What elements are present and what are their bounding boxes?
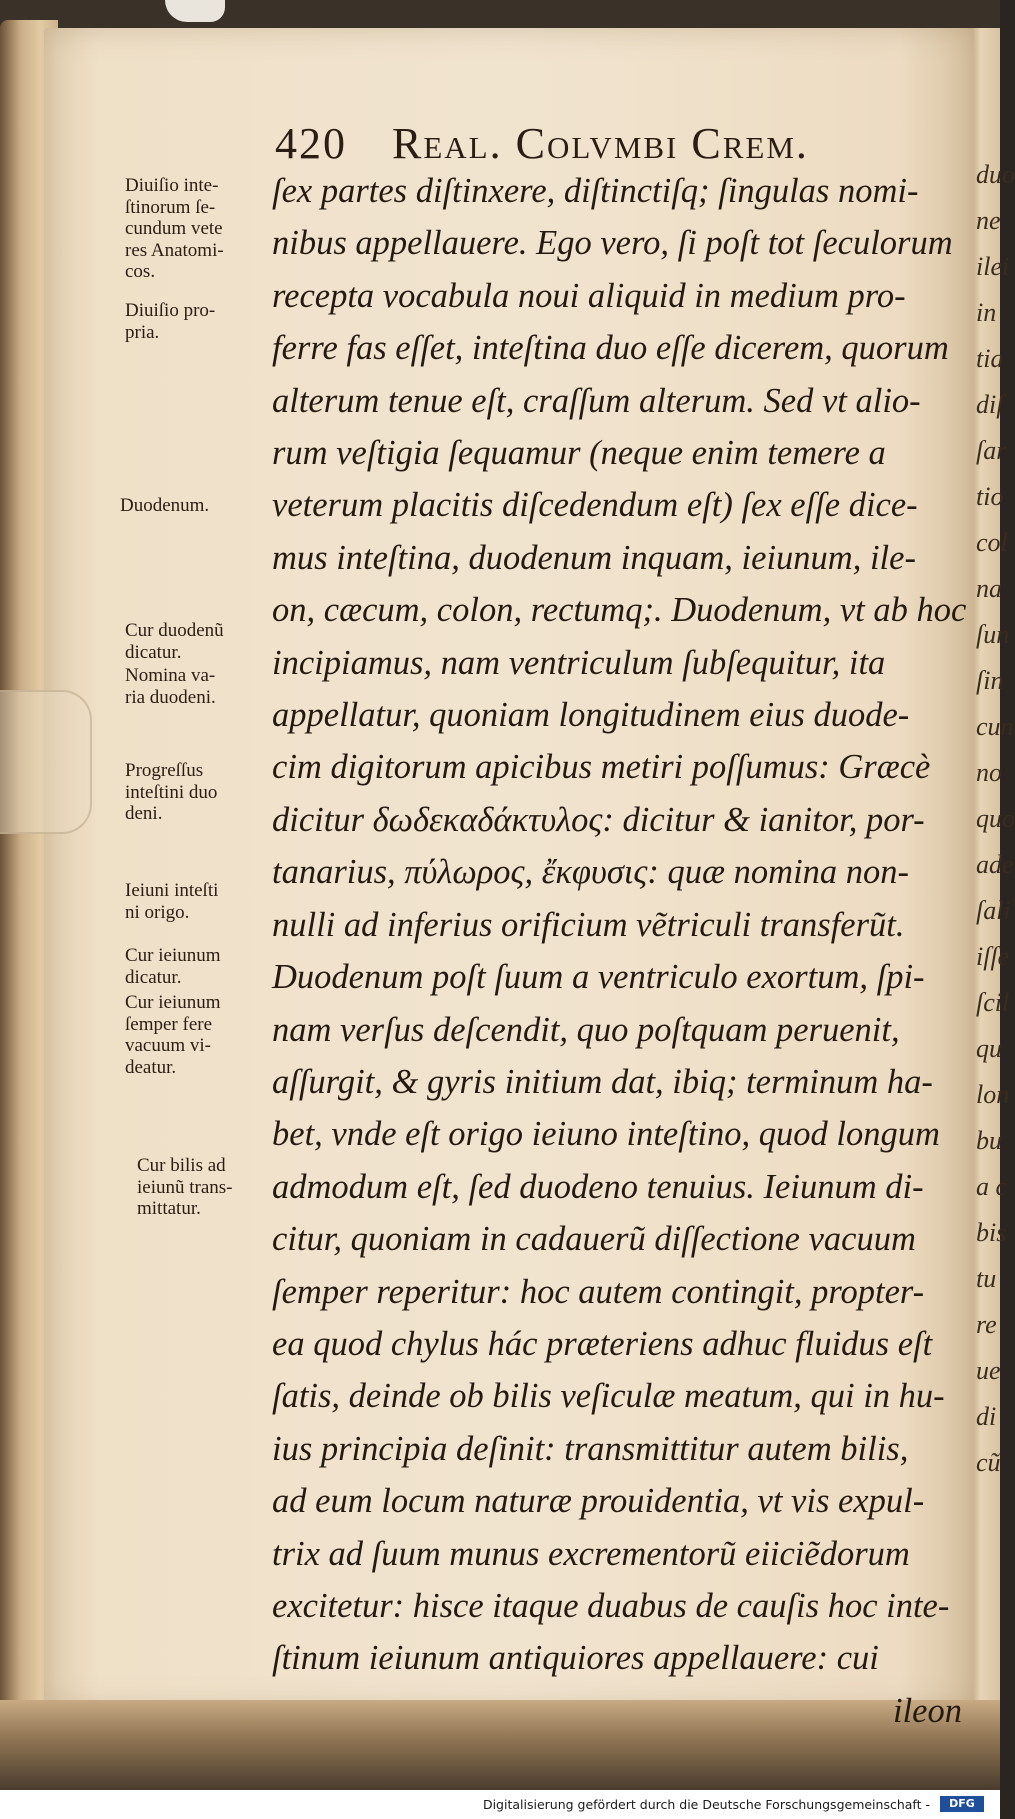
text-line: ad eum locum naturæ prouidentia, vt vis expul- bbox=[272, 1482, 925, 1521]
text-line: bet, vnde eſt origo ieiuno inteſtino, quod longum bbox=[272, 1115, 940, 1154]
text-line: rum veſtigia ſequamur (neque enim temere a bbox=[272, 434, 886, 473]
fragment-text: diſ bbox=[976, 390, 1004, 419]
fragment-text: tia bbox=[976, 344, 1004, 373]
text-line: ſex partes diſtinxere, diſtinctiſq; ſingulas nomi- bbox=[272, 172, 919, 210]
fragment-text: qu bbox=[976, 1034, 1002, 1063]
main-text-block bbox=[272, 165, 967, 1737]
fragment-text: cũ bbox=[976, 1448, 1001, 1477]
margin-note: Nomina va- ria duodeni. bbox=[125, 665, 216, 708]
text-line: aſſurgit, & gyris initium dat, ibiq; terminum ha- bbox=[272, 1062, 933, 1101]
text-line: nam verſus deſcendit, quo poſtquam peruenit, bbox=[272, 1010, 900, 1049]
fragment-text: re bbox=[976, 1310, 997, 1339]
text-line: ſatis, deinde ob bilis veſiculæ meatum, qui in hu- bbox=[272, 1377, 945, 1416]
fragment-text: di bbox=[976, 1402, 997, 1431]
margin-note: Progreſſus inteſtini duo deni. bbox=[125, 760, 218, 824]
text-line: nulli ad inferius orificium vẽtriculi transferũt. bbox=[272, 905, 905, 944]
running-head bbox=[275, 118, 809, 169]
text-line: incipiamus, nam ventriculum ſubſequitur, ita bbox=[272, 643, 886, 682]
fragment-text: ſali bbox=[976, 896, 1011, 925]
text-line: ſtinum ieiunum antiquiores appellauere: cui bbox=[272, 1639, 879, 1678]
fragment-text: na bbox=[976, 574, 1002, 603]
text-line: citur, quoniam in cadauerũ diſſectione vacuum bbox=[272, 1220, 916, 1259]
fragment-text: ne bbox=[976, 206, 1001, 235]
margin-note: Cur ieiunum ſemper fere vacuum vi- deatur. bbox=[125, 992, 221, 1078]
text-line: mus inteſtina, duodenum inquam, ieiunum, ile- bbox=[272, 538, 916, 577]
margin-note: Diuiſio inte- ſtinorum ſe- cundum vete res Anatomi- cos. bbox=[125, 175, 224, 282]
fragment-text: col bbox=[976, 528, 1008, 557]
text-line: trix ad ſuum munus excrementorũ eiiciẽdorum bbox=[272, 1534, 910, 1573]
text-line: ſemper reperitur: hoc autem contingit, propter- bbox=[272, 1272, 925, 1311]
margin-note: Cur ieiunum dicatur. bbox=[125, 945, 221, 988]
text-line: alterum tenue eſt, craſſum alterum. Sed vt alio- bbox=[272, 381, 921, 420]
fragment-text: ade bbox=[976, 850, 1014, 879]
text-line: ius principia deſinit: transmittitur autem bilis, bbox=[272, 1429, 909, 1468]
text-line: veterum placitis diſcedendum eſt) ſex eſſe dice- bbox=[272, 486, 918, 525]
text-line: nibus appellauere. Ego vero, ſi poſt tot ſeculorum bbox=[272, 224, 953, 263]
fragment-text: ilei bbox=[976, 252, 1010, 281]
margin-note: Diuiſio pro- pria. bbox=[125, 300, 216, 343]
fragment-text: duo bbox=[976, 160, 1015, 189]
fragment-text: a c bbox=[976, 1172, 1008, 1201]
text-line: ileon bbox=[893, 1691, 962, 1730]
page-number: 420 bbox=[275, 119, 347, 168]
fragment-text: ſcil bbox=[976, 988, 1010, 1017]
fragment-text: ſar bbox=[976, 436, 1007, 465]
text-line: on, cæcum, colon, rectumq;. Duodenum, vt ab hoc bbox=[272, 591, 967, 630]
fragment-text: bis bbox=[976, 1218, 1007, 1247]
fragment-text: in bbox=[976, 298, 997, 327]
text-line: appellatur, quoniam longitudinem eius duode- bbox=[272, 696, 910, 735]
running-title: Real. Colvmbi Crem. bbox=[392, 119, 809, 168]
text-line: tanarius, πύλωρος, ἔκφυσις: quæ nomina non- bbox=[272, 853, 910, 892]
fragment-text: cun bbox=[976, 712, 1014, 741]
fragment-text: bu bbox=[976, 1126, 1002, 1155]
page-tab-mark bbox=[0, 690, 92, 834]
text-line: ferre fas eſſet, inteſtina duo eſſe dicerem, quorum bbox=[272, 329, 949, 368]
text-line: excitetur: hisce itaque duabus de cauſis hoc inte- bbox=[272, 1586, 950, 1625]
dfg-logo: DFG bbox=[940, 1796, 984, 1812]
fragment-text: ue bbox=[976, 1356, 1001, 1385]
fragment-text: tu bbox=[976, 1264, 997, 1293]
text-line: ea quod chylus hác præteriens adhuc fluidus eſt bbox=[272, 1324, 933, 1363]
digitization-credit: Digitalisierung gefördert durch die Deutsche Forschungsgemeinschaft - bbox=[482, 1797, 930, 1812]
text-line: Duodenum poſt ſuum a ventriculo exortum, ſpi- bbox=[272, 958, 925, 997]
margin-note: Ieiuni inteſti ni origo. bbox=[125, 880, 219, 923]
text-line: cim digitorum apicibus metiri poſſumus: Græcè bbox=[272, 748, 931, 787]
fragment-text: ſun bbox=[976, 620, 1010, 649]
fragment-text: iſſe bbox=[976, 942, 1010, 971]
fragment-text: ſin bbox=[976, 666, 1004, 695]
fragment-text: quo bbox=[976, 804, 1015, 833]
fragment-text: lon bbox=[976, 1080, 1010, 1109]
text-line: admodum eſt, ſed duodeno tenuius. Ieiunum di- bbox=[272, 1167, 924, 1206]
margin-note: Cur duodenũ dicatur. bbox=[125, 620, 224, 663]
text-line: recepta vocabula noui aliquid in medium pro- bbox=[272, 276, 906, 315]
fragment-text: tio bbox=[976, 482, 1004, 511]
margin-note: Duodenum. bbox=[120, 495, 210, 516]
text-line: dicitur δωδεκαδάκτυλος: dicitur & ianitor, por- bbox=[272, 800, 925, 839]
fragment-text: no bbox=[976, 758, 1002, 787]
margin-note: Cur bilis ad ieiunũ trans- mittatur. bbox=[137, 1155, 233, 1219]
